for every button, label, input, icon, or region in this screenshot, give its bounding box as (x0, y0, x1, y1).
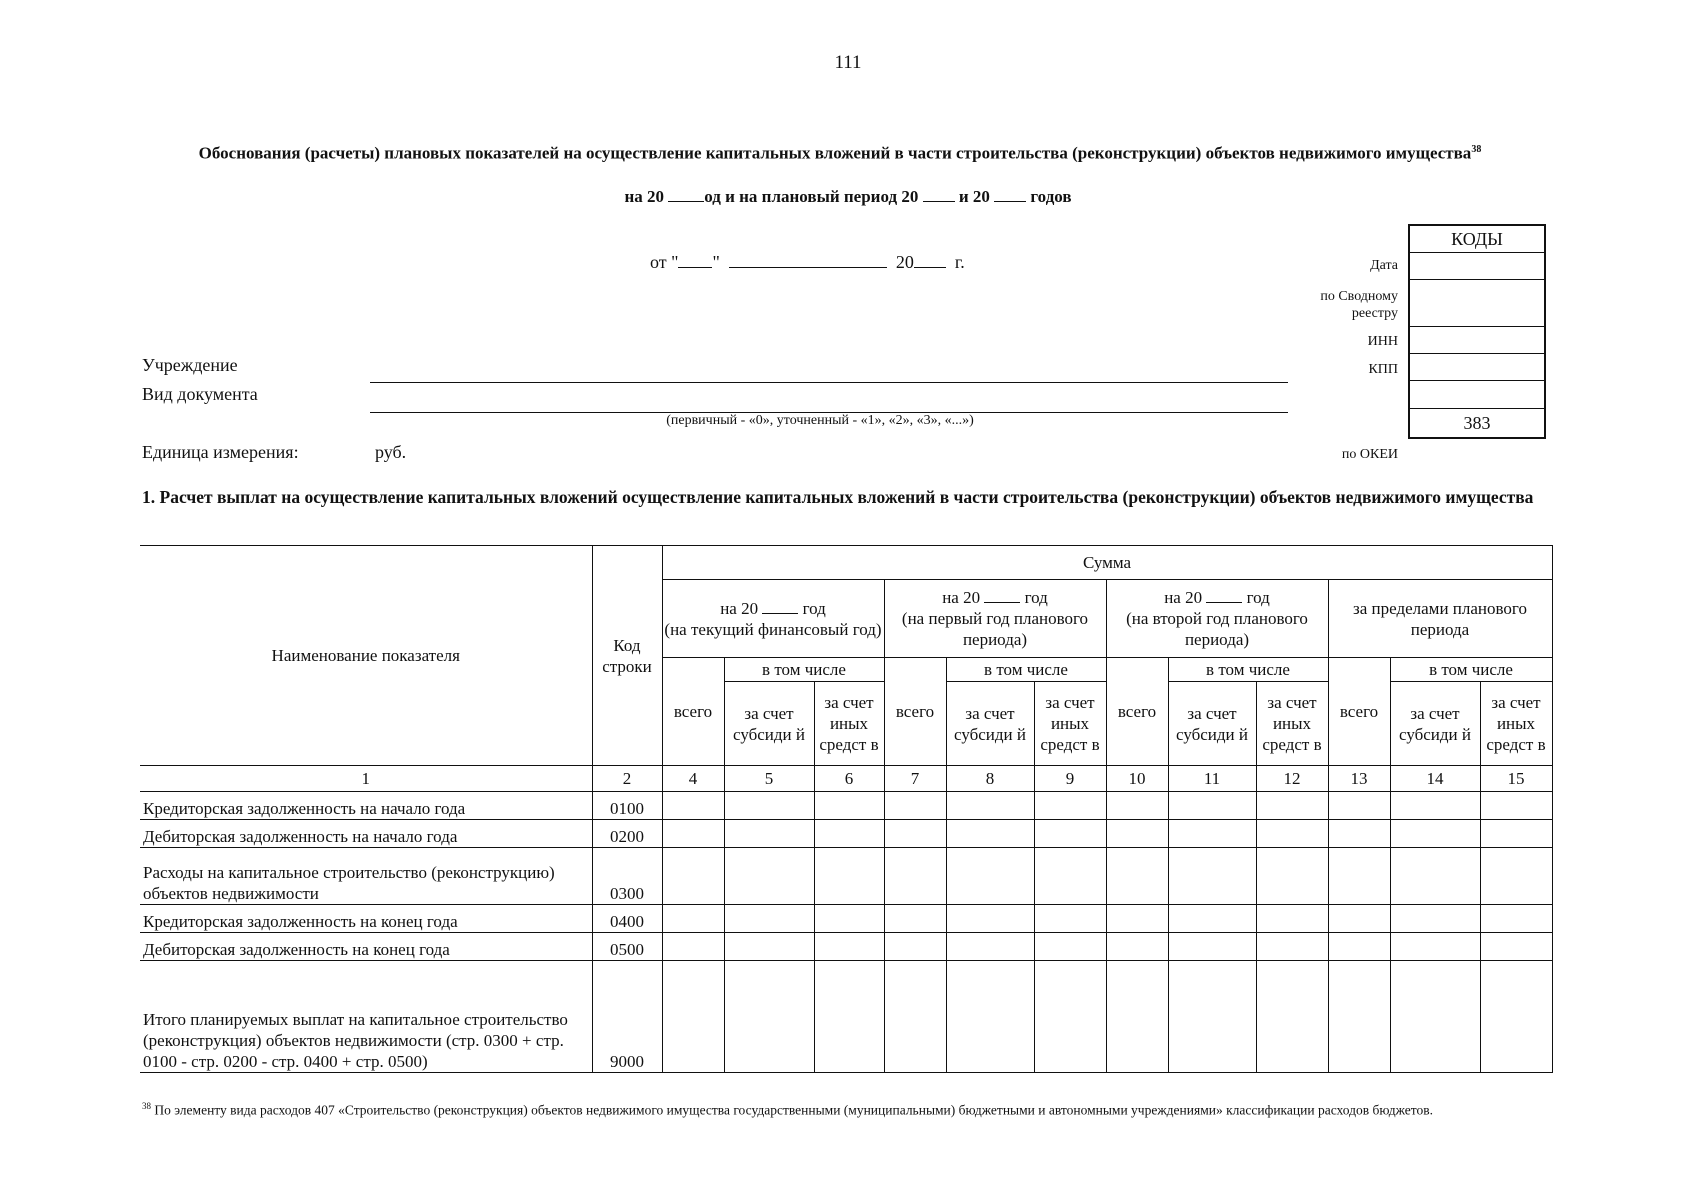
value-cell[interactable] (1328, 792, 1390, 820)
value-cell[interactable] (1168, 905, 1256, 933)
month-blank[interactable] (729, 253, 887, 268)
row-code: 0200 (592, 820, 662, 848)
doc-type-hint: (первичный - «0», уточненный - «1», «2», «3», «...») (666, 413, 974, 428)
col-other: за счет иных средст в (1480, 682, 1552, 766)
from-date-line (650, 252, 965, 273)
value-cell[interactable] (1256, 820, 1328, 848)
row-name: Дебиторская задолженность на начало года (140, 820, 592, 848)
group-label: (на второй год планового периода) (1126, 609, 1308, 649)
col-total: всего (884, 658, 946, 766)
year-suffix: год (1024, 588, 1048, 607)
value-cell[interactable] (724, 961, 814, 1073)
value-cell[interactable] (884, 848, 946, 905)
value-cell[interactable] (1106, 792, 1168, 820)
col-other: за счет иных средст в (814, 682, 884, 766)
table-row (140, 792, 1552, 820)
col-incl: в том числе (724, 658, 884, 682)
value-cell[interactable] (1480, 820, 1552, 848)
value-cell[interactable] (1034, 933, 1106, 961)
code-doc-type[interactable] (1410, 381, 1544, 409)
value-cell[interactable] (1034, 848, 1106, 905)
col-number: 14 (1390, 766, 1480, 792)
footnote-ref: 38 (142, 1101, 151, 1111)
year-suffix: год (1246, 588, 1270, 607)
footnote-text: По элементу вида расходов 407 «Строительство (реконструкция) объектов недвижимого имущества государственными (муниципальными) бюджетными и автономными учреждениями» классификации расходов бюджетов. (154, 1102, 1433, 1118)
from-date-quote: " (712, 252, 720, 272)
value-cell[interactable] (1034, 792, 1106, 820)
col-number: 8 (946, 766, 1034, 792)
row-code: 0300 (592, 848, 662, 905)
code-label-date: Дата (1370, 258, 1398, 273)
group-label: (на первый год планового периода) (901, 609, 1089, 649)
col-number-row (140, 766, 1552, 792)
group-label: (на текущий финансовый год) (664, 619, 882, 639)
col-subsidy: за счет субсиди й (1390, 682, 1480, 766)
value-cell[interactable] (662, 905, 724, 933)
value-cell[interactable] (662, 848, 724, 905)
value-cell[interactable] (814, 820, 884, 848)
col-number: 6 (814, 766, 884, 792)
day-blank[interactable] (678, 253, 712, 268)
value-cell[interactable] (1390, 905, 1480, 933)
value-cell[interactable] (1168, 792, 1256, 820)
from-date-year-prefix: 20 (895, 252, 914, 272)
value-cell[interactable] (946, 792, 1034, 820)
unit-label: Единица измерения: (142, 442, 299, 462)
value-cell[interactable] (1256, 905, 1328, 933)
col-incl: в том числе (1390, 658, 1552, 682)
row-name: Итого планируемых выплат на капитальное строительство (реконструкция) объектов недвижимости (стр. 0300 + стр. 0100 - стр. 0200 - стр. 0400 + стр. 0500) (140, 961, 592, 1073)
institution-field[interactable] (370, 382, 1288, 383)
value-cell[interactable] (662, 792, 724, 820)
row-code: 9000 (592, 961, 662, 1073)
col-incl: в том числе (1168, 658, 1328, 682)
row-name: Расходы на капитальное строительство (реконструкцию) объектов недвижимости (140, 848, 592, 905)
period-suffix: годов (1030, 187, 1072, 206)
year-prefix: на 20 (942, 588, 981, 607)
value-cell[interactable] (946, 933, 1034, 961)
value-cell[interactable] (1390, 933, 1480, 961)
value-cell[interactable] (1328, 820, 1390, 848)
col-number: 15 (1480, 766, 1552, 792)
col-number: 4 (662, 766, 724, 792)
value-cell[interactable] (1328, 961, 1390, 1073)
year-prefix: на 20 (720, 598, 759, 618)
table-row (140, 933, 1552, 961)
codes-header: КОДЫ (1410, 226, 1544, 253)
value-cell[interactable] (1480, 933, 1552, 961)
institution-label: Учреждение (142, 355, 238, 375)
table-row (140, 848, 1552, 905)
value-cell[interactable] (884, 905, 946, 933)
value-cell[interactable] (1168, 961, 1256, 1073)
period-year-blank[interactable] (668, 187, 704, 202)
year-prefix: на 20 (1164, 588, 1203, 607)
value-cell[interactable] (1480, 792, 1552, 820)
year-group-first (884, 580, 1106, 658)
code-inn[interactable] (1410, 327, 1544, 354)
code-label-registry: по Сводному реестру (1320, 289, 1398, 321)
value-cell[interactable] (946, 820, 1034, 848)
col-header-name: Наименование показателя (140, 546, 592, 766)
col-header-sum: Сумма (662, 546, 1552, 580)
col-total: всего (662, 658, 724, 766)
value-cell[interactable] (1106, 848, 1168, 905)
value-cell[interactable] (1106, 933, 1168, 961)
value-cell[interactable] (1034, 905, 1106, 933)
from-date-suffix: г. (954, 252, 965, 272)
unit-value: руб. (375, 442, 407, 462)
value-cell[interactable] (1480, 848, 1552, 905)
value-cell[interactable] (724, 792, 814, 820)
col-total: всего (1106, 658, 1168, 766)
from-date-prefix: от " (650, 252, 679, 272)
col-number: 2 (592, 766, 662, 792)
value-cell[interactable] (1328, 933, 1390, 961)
col-header-code: Код строки (592, 546, 662, 766)
value-cell[interactable] (662, 933, 724, 961)
value-cell[interactable] (1168, 933, 1256, 961)
col-other: за счет иных средст в (1256, 682, 1328, 766)
value-cell[interactable] (724, 905, 814, 933)
page-number: 111 (834, 52, 862, 73)
col-other: за счет иных средст в (1034, 682, 1106, 766)
col-subsidy: за счет субсиди й (1168, 682, 1256, 766)
year-suffix: год (802, 598, 826, 618)
period-mid2: и 20 (958, 187, 990, 206)
table-row (140, 905, 1552, 933)
calc-table (140, 545, 1553, 1073)
value-cell[interactable] (814, 848, 884, 905)
value-cell[interactable] (724, 820, 814, 848)
plan-year1-blank[interactable] (923, 187, 955, 202)
period-mid1: од и на плановый период 20 (704, 187, 919, 206)
plan-year2-blank[interactable] (994, 187, 1026, 202)
table-row (140, 820, 1552, 848)
col-number: 13 (1328, 766, 1390, 792)
value-cell[interactable] (1480, 961, 1552, 1073)
year-group-current (662, 580, 884, 658)
code-label-kpp: КПП (1368, 362, 1398, 377)
table-row (140, 961, 1552, 1073)
value-cell[interactable] (1034, 961, 1106, 1073)
col-number: 1 (140, 766, 592, 792)
value-cell[interactable] (1106, 961, 1168, 1073)
row-code: 0400 (592, 905, 662, 933)
code-label-inn: ИНН (1367, 334, 1398, 349)
value-cell[interactable] (1106, 905, 1168, 933)
value-cell[interactable] (884, 820, 946, 848)
period-prefix: на 20 (624, 187, 664, 206)
col-number: 5 (724, 766, 814, 792)
footnote (142, 1098, 1552, 1119)
col-incl: в том числе (946, 658, 1106, 682)
col-number: 12 (1256, 766, 1328, 792)
value-cell[interactable] (724, 933, 814, 961)
value-cell[interactable] (1106, 820, 1168, 848)
year-blank[interactable] (1206, 588, 1242, 603)
value-cell[interactable] (1168, 848, 1256, 905)
period-line (0, 187, 1696, 207)
title-footnote-ref: 38 (1471, 144, 1482, 155)
code-kpp[interactable] (1410, 354, 1544, 381)
value-cell[interactable] (1480, 905, 1552, 933)
row-code: 0500 (592, 933, 662, 961)
value-cell[interactable] (662, 961, 724, 1073)
row-name: Кредиторская задолженность на начало года (140, 792, 592, 820)
code-label-okei: по ОКЕИ (1341, 447, 1398, 462)
value-cell[interactable] (814, 961, 884, 1073)
doc-type-label: Вид документа (142, 384, 258, 404)
value-cell[interactable] (814, 933, 884, 961)
year-blank[interactable] (914, 253, 946, 268)
value-cell[interactable] (884, 792, 946, 820)
row-name: Дебиторская задолженность на конец года (140, 933, 592, 961)
col-number: 7 (884, 766, 946, 792)
title-text: Обоснования (расчеты) плановых показателей на осуществление капитальных вложений в части строительства (реконструкции) объектов недвижимого имущества (198, 143, 1472, 163)
value-cell[interactable] (1390, 792, 1480, 820)
value-cell[interactable] (1256, 848, 1328, 905)
col-number: 9 (1034, 766, 1106, 792)
code-okei: 383 (1463, 413, 1491, 433)
col-total: всего (1328, 658, 1390, 766)
year-blank[interactable] (762, 599, 798, 614)
value-cell[interactable] (1256, 792, 1328, 820)
col-number: 11 (1168, 766, 1256, 792)
value-cell[interactable] (1256, 933, 1328, 961)
row-code: 0100 (592, 792, 662, 820)
year-group-beyond: за пределами планового периода (1328, 580, 1552, 658)
col-subsidy: за счет субсиди й (724, 682, 814, 766)
value-cell[interactable] (814, 792, 884, 820)
value-cell[interactable] (1390, 848, 1480, 905)
row-name: Кредиторская задолженность на конец года (140, 905, 592, 933)
value-cell[interactable] (1256, 961, 1328, 1073)
value-cell[interactable] (946, 848, 1034, 905)
value-cell[interactable] (814, 905, 884, 933)
codes-box (1408, 224, 1546, 439)
value-cell[interactable] (884, 933, 946, 961)
value-cell[interactable] (1328, 905, 1390, 933)
value-cell[interactable] (946, 961, 1034, 1073)
value-cell[interactable] (724, 848, 814, 905)
value-cell[interactable] (1390, 961, 1480, 1073)
col-number: 10 (1106, 766, 1168, 792)
code-date[interactable] (1410, 253, 1544, 280)
value-cell[interactable] (1328, 848, 1390, 905)
col-subsidy: за счет субсиди й (946, 682, 1034, 766)
value-cell[interactable] (946, 905, 1034, 933)
year-group-second (1106, 580, 1328, 658)
year-blank[interactable] (984, 588, 1020, 603)
value-cell[interactable] (1390, 820, 1480, 848)
code-registry[interactable] (1410, 280, 1544, 327)
value-cell[interactable] (662, 820, 724, 848)
value-cell[interactable] (884, 961, 946, 1073)
document-title (150, 140, 1530, 164)
section-title: 1. Расчет выплат на осуществление капитальных вложений осуществление капитальных вложений в части строительства (реконструкции) объектов недвижимого имущества (142, 487, 1534, 507)
value-cell[interactable] (1034, 820, 1106, 848)
value-cell[interactable] (1168, 820, 1256, 848)
